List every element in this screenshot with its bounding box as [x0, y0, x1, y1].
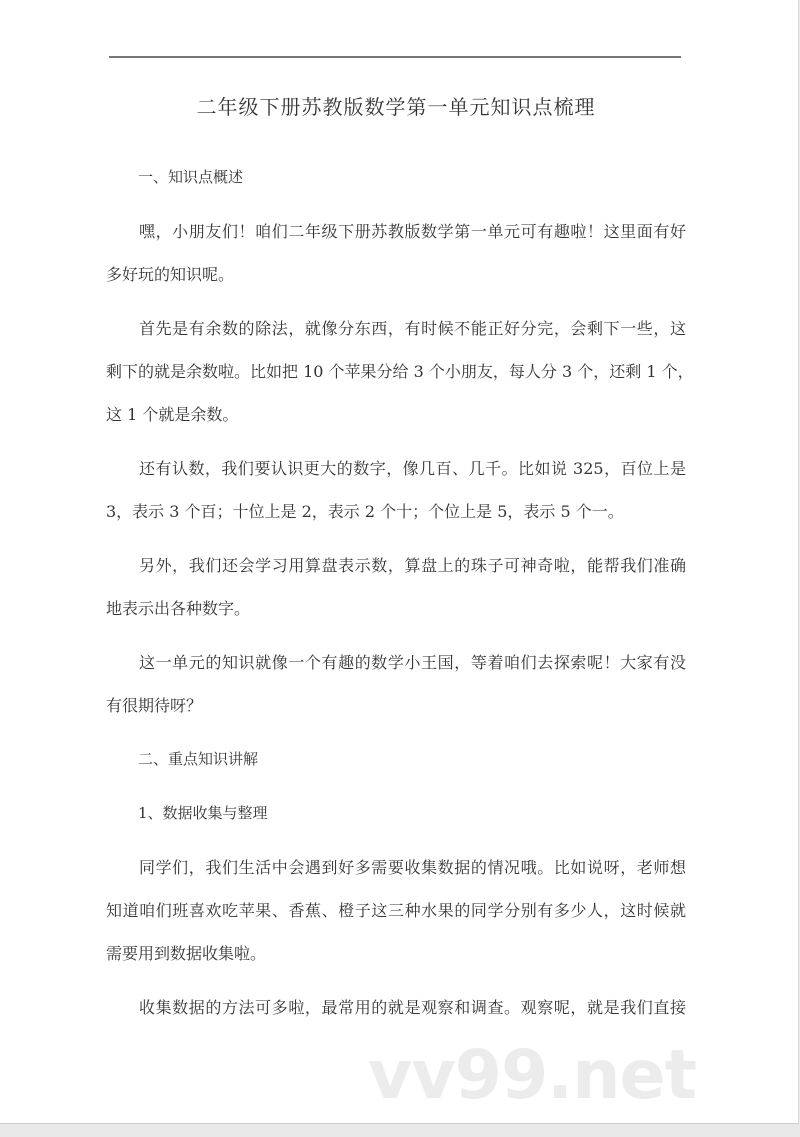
section-heading-1: 一、知识点概述	[138, 168, 244, 186]
paragraph	[106, 447, 686, 533]
text-line: 有很期待呀？	[106, 696, 203, 715]
text-line: 嘿，小朋友们！咱们二年级下册苏教版数学第一单元可有趣啦！这里面有好	[139, 222, 686, 241]
watermark: vv99.net	[368, 1036, 697, 1115]
text-line: 这一单元的知识就像一个有趣的数学小王国，等着咱们去探索呢！大家有没	[139, 653, 686, 672]
text-line: 地表示出各种数字。	[106, 599, 251, 618]
paragraph	[106, 846, 686, 975]
subsection-heading: 1、数据收集与整理	[138, 804, 268, 822]
header-rule	[109, 56, 681, 58]
text-line: 另外，我们还会学习用算盘表示数，算盘上的珠子可神奇啦，能帮我们准确	[139, 556, 686, 575]
text-line: 需要用到数据收集啦。	[106, 944, 267, 963]
text-line: 同学们，我们生活中会遇到好多需要收集数据的情况哦。比如说呀，老师想	[139, 858, 686, 877]
paragraph	[106, 986, 686, 1029]
paragraph	[106, 641, 686, 727]
text-line: 这 1 个就是余数。	[106, 405, 239, 424]
paragraph	[106, 210, 686, 296]
text-line: 收集数据的方法可多啦，最常用的就是观察和调查。观察呢，就是我们直接	[139, 998, 686, 1017]
text-line: 首先是有余数的除法，就像分东西，有时候不能正好分完，会剩下一些，这	[139, 319, 686, 338]
text-line: 剩下的就是余数啦。比如把 10 个苹果分给 3 个小朋友，每人分 3 个，还剩 1 个，	[106, 362, 694, 381]
text-line: 多好玩的知识呢。	[106, 265, 235, 284]
text-line: 3，表示 3 个百；十位上是 2，表示 2 个十；个位上是 5，表示 5 个一。	[106, 502, 624, 521]
paragraph	[106, 307, 694, 436]
text-line: 知道咱们班喜欢吃苹果、香蕉、橙子这三种水果的同学分别有多少人，这时候就	[106, 901, 686, 920]
document-body	[106, 86, 694, 1029]
text-line: 还有认数，我们要认识更大的数字，像几百、几千。比如说 325，百位上是	[139, 459, 686, 478]
paragraph	[106, 544, 686, 630]
section-heading-2: 二、重点知识讲解	[138, 750, 259, 768]
document-title: 二年级下册苏教版数学第一单元知识点梳理	[196, 95, 596, 119]
